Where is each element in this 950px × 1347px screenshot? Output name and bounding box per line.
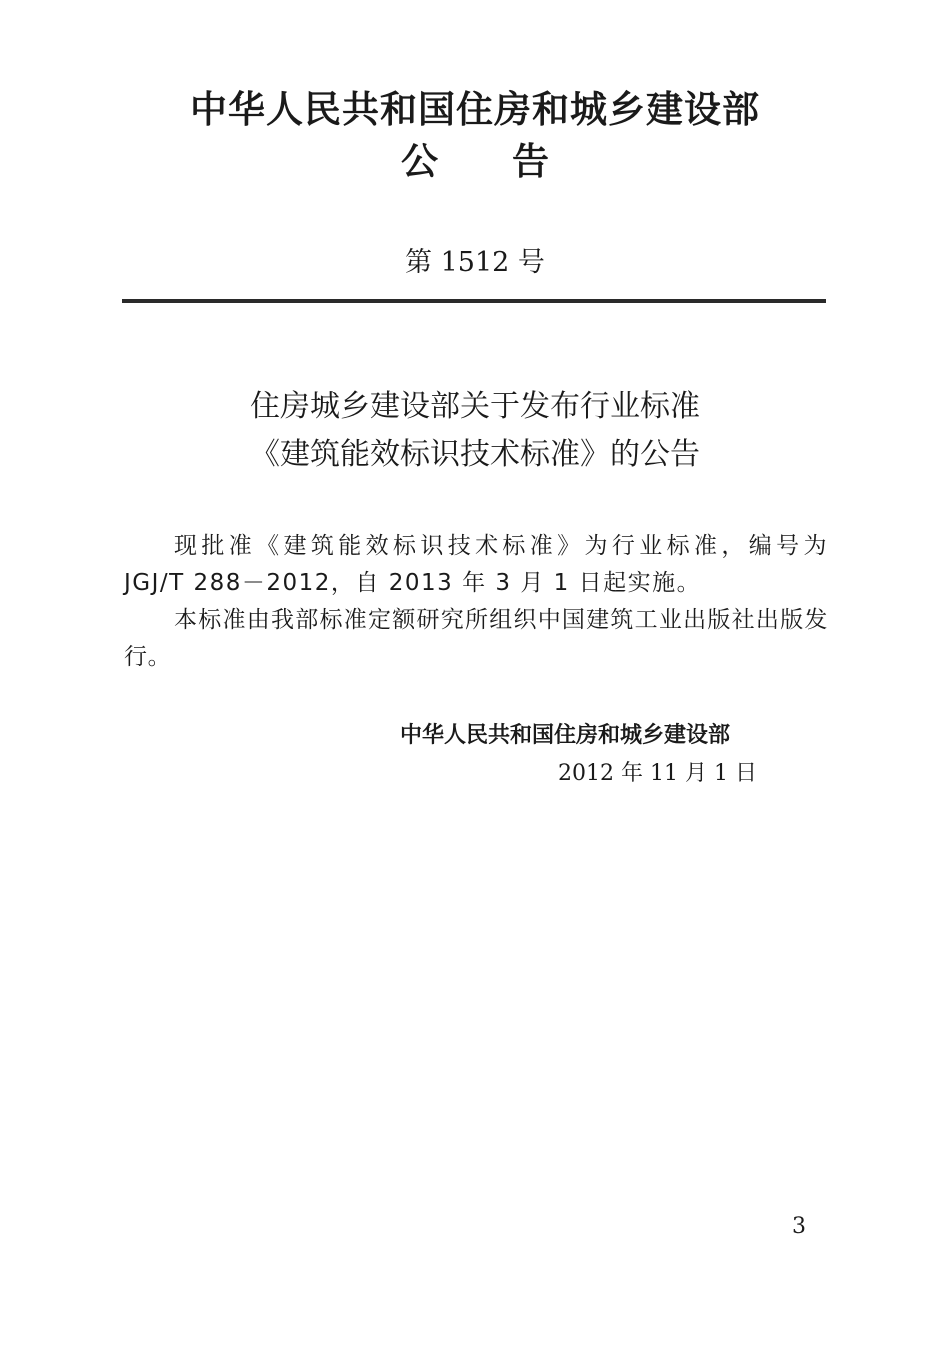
document-title-line-1: 住房城乡建设部关于发布行业标准 xyxy=(250,389,700,424)
signature-date: 2012 年 11 月 1 日 xyxy=(558,761,757,786)
notice-heading: 公 告 xyxy=(401,140,549,183)
notice-number: 第 1512 号 xyxy=(405,247,545,278)
header-divider xyxy=(122,299,826,303)
document-title-line-2: 《建筑能效标识技术标准》的公告 xyxy=(250,437,700,472)
body-text xyxy=(124,528,828,676)
body-paragraph-approval: 现批准《建筑能效标识技术标准》为行业标准，编号为 JGJ/T 288－2012，自 2013 年 3 月 1 日起实施。 xyxy=(124,533,828,596)
page-number: 3 xyxy=(792,1214,806,1239)
issuer-heading: 中华人民共和国住房和城乡建设部 xyxy=(190,88,760,131)
body-paragraph-publishing: 本标准由我部标准定额研究所组织中国建筑工业出版社出版发行。 xyxy=(124,607,828,670)
signature-issuer: 中华人民共和国住房和城乡建设部 xyxy=(400,723,731,748)
